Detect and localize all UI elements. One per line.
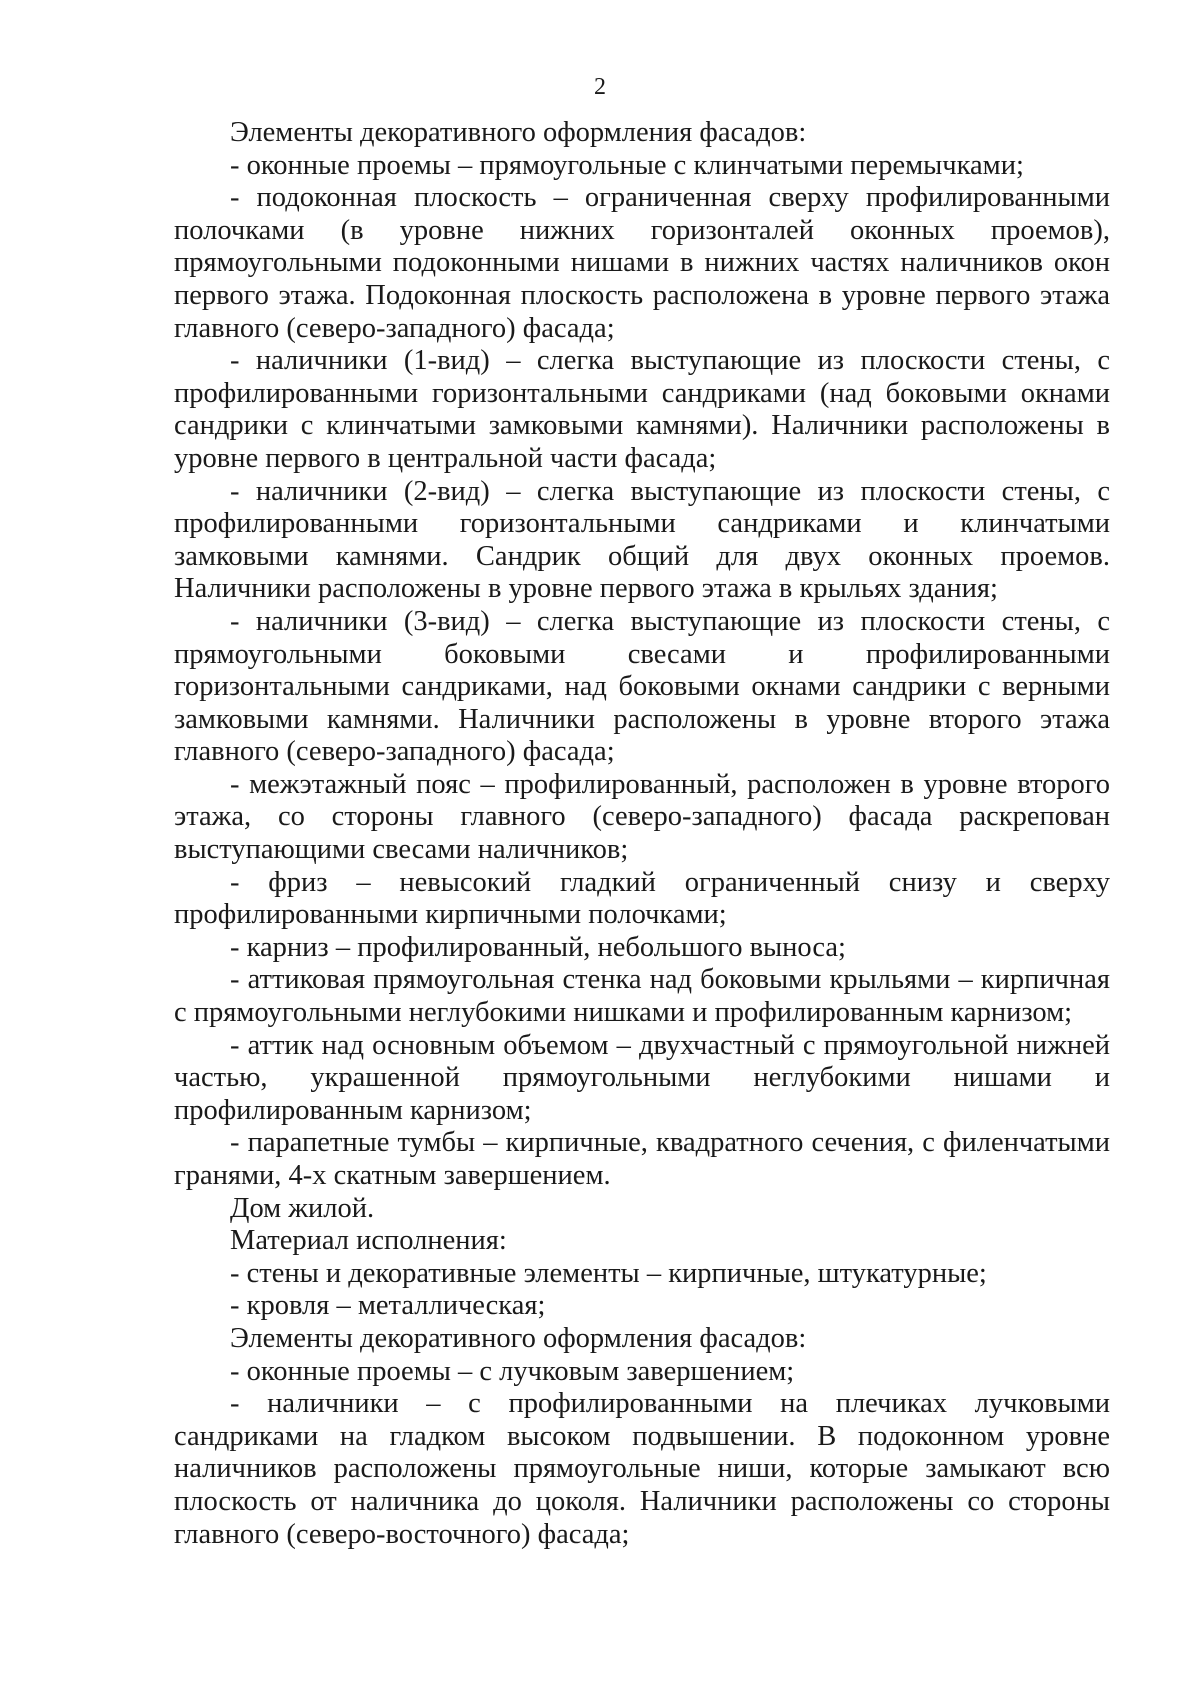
paragraph-roof-material: - кровля – металлическая; (230, 1290, 546, 1322)
paragraph-belt-course: - межэтажный пояс – профилированный, расположен в уровне второго этажа, со стороны главного (северо-западного) фасада раскрепован выступающими свесами наличников; (174, 768, 1110, 866)
paragraph-window-trims-residential: - наличники – с профилированными на плечиках лучковыми сандриками на гладком высоком подвышении. В подоконном уровне наличников расположены прямоугольные ниши, которые замыкают всю плоскость от наличника до цоколя. Наличники расположены со стороны главного (северо-восточного) фасада; (174, 1388, 1110, 1550)
paragraph-material-heading: Материал исполнения: (230, 1225, 507, 1257)
paragraph-attic-wall: - аттиковая прямоугольная стенка над боковыми крыльями – кирпичная с прямоугольными неглубокими нишками и профилированным карнизом; (174, 964, 1110, 1029)
paragraph-facade-elements-heading-2: Элементы декоративного оформления фасадов: (230, 1322, 807, 1354)
paragraph-cornice: - карниз – профилированный, небольшого выноса; (230, 931, 846, 963)
paragraph-residential-house: Дом жилой. (230, 1192, 375, 1224)
paragraph-window-openings: - оконные проемы – прямоугольные с клинчатыми перемычками; (230, 149, 1024, 181)
paragraph-sill-plane: - подоконная плоскость – ограниченная сверху профилированными полочками (в уровне нижних горизонталей оконных проемов), прямоугольными подоконными нишами в нижних частях наличников окон первого этажа. Подоконная плоскость расположена в уровне первого этажа главного (северо-западного) фасада; (174, 182, 1110, 344)
paragraph-window-openings-2: - оконные проемы – с лучковым завершением; (230, 1355, 795, 1387)
paragraph-window-trims-type-2: - наличники (2-вид) – слегка выступающие из плоскости стены, с профилированными горизонтальными сандриками и клинчатыми замковыми камнями. Сандрик общий для двух оконных проемов. Наличники расположены в уровне первого этажа в крыльях здания; (174, 475, 1110, 605)
paragraph-walls-material: - стены и декоративные элементы – кирпичные, штукатурные; (230, 1257, 987, 1289)
paragraph-parapet-posts: - парапетные тумбы – кирпичные, квадратного сечения, с филенчатыми гранями, 4-х скатным завершением. (174, 1127, 1110, 1191)
paragraph-window-trims-type-3: - наличники (3-вид) – слегка выступающие из плоскости стены, с прямоугольными боковыми свесами и профилированными горизонтальными сандриками, над боковыми окнами сандрики с верными замковыми камнями. Наличники расположены в уровне второго этажа главного (северо-западного) фасада; (174, 605, 1110, 768)
paragraph-attic-main-volume: - аттик над основным объемом – двухчастный с прямоугольной нижней частью, украшенной прямоугольными неглубокими нишами и профилированным карнизом; (174, 1029, 1110, 1126)
page-number: 2 (594, 74, 606, 100)
paragraph-frieze: - фриз – невысокий гладкий ограниченный снизу и сверху профилированными кирпичными полочками; (174, 866, 1110, 931)
paragraph-facade-elements-heading: Элементы декоративного оформления фасадов: (230, 117, 807, 148)
document-body (174, 117, 1110, 1551)
paragraph-window-trims-type-1: - наличники (1-вид) – слегка выступающие из плоскости стены, с профилированными горизонтальными сандриками (над боковыми окнами сандрики с клинчатыми замковыми камнями). Наличники расположены в уровне первого в центральной части фасада; (174, 345, 1110, 474)
